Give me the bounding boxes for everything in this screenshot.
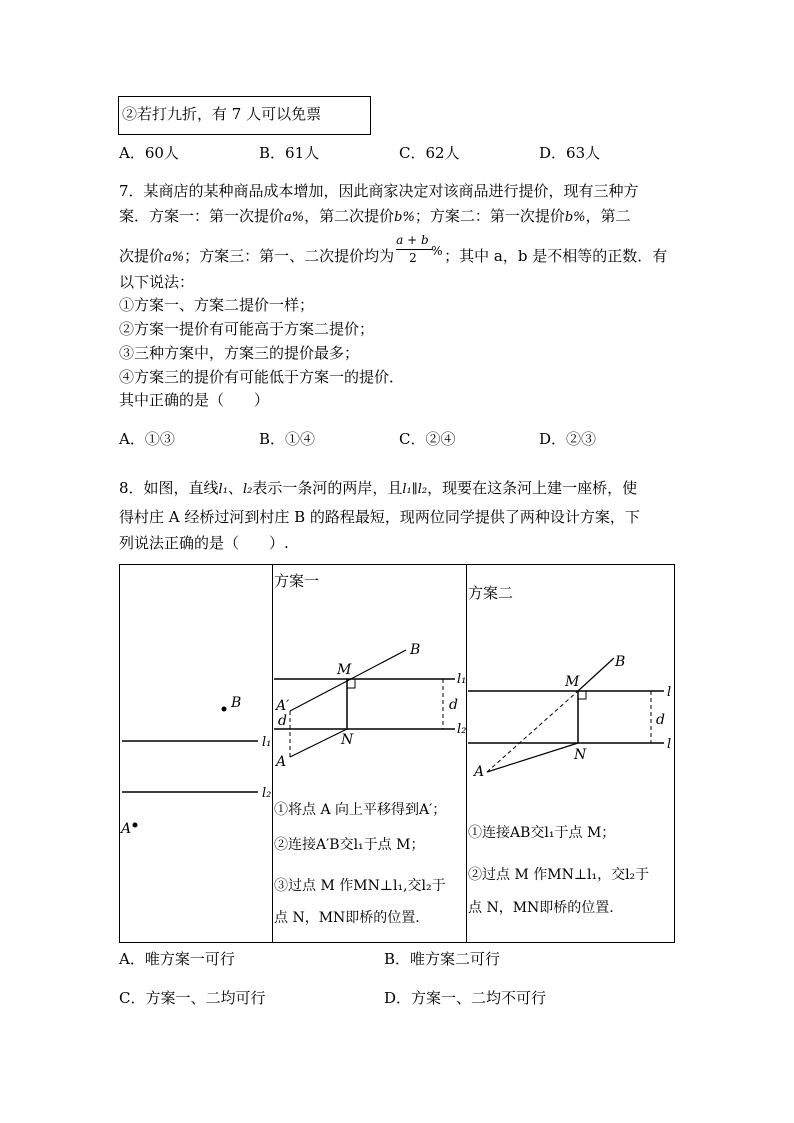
q7-text: ；方案三：第一、二次提价均为	[184, 247, 395, 265]
plan1-label-d-right: d	[449, 697, 458, 713]
q8-math-l1: l₁	[218, 482, 228, 497]
plan1-step-2: ②连接A′B交l₁于点 M；	[274, 837, 425, 853]
q8-math-parallel: l₁∥l₂	[402, 482, 428, 497]
plan2-line-an	[487, 743, 578, 772]
plan2-step-1: ①连接AB交l₁于点 M；	[468, 825, 616, 841]
q7-text: ；其中 a，b 是不相等的正数．有	[444, 247, 668, 265]
q7-option-d[interactable]: D．②③	[539, 430, 597, 448]
plan1-label-m: M	[337, 662, 352, 678]
plan2-line-mb	[578, 658, 614, 691]
plan1-title: 方案一	[274, 572, 320, 590]
q7-text: ，第二	[585, 207, 631, 225]
plan2-label-n: N	[574, 747, 587, 763]
q7-statement-1: ①方案一、方案二提价一样；	[119, 296, 315, 314]
q7-option-a[interactable]: A．①③	[119, 430, 175, 448]
q6-option-a[interactable]: A．60人	[119, 144, 179, 162]
q7-text: ；方案二：第一次提价	[414, 207, 565, 225]
q7-line-4: 以下说法：	[119, 273, 195, 291]
q7-statement-3: ③三种方案中，方案三的提价最多；	[119, 344, 360, 362]
q7-math-b: b%	[394, 210, 415, 225]
plan1-label-b: B	[410, 642, 421, 658]
plan2-title: 方案二	[468, 584, 514, 602]
q7-option-c[interactable]: C．②④	[399, 430, 456, 448]
left-label-b: B	[231, 695, 242, 711]
plan2-label-b: B	[615, 654, 626, 670]
plan2-step-2: ②过点 M 作MN⊥l₁，交l₂于	[468, 867, 650, 883]
q8-option-b[interactable]: B．唯方案二可行	[384, 950, 501, 968]
q7-fraction-denominator: 2	[409, 251, 417, 265]
point-a-dot	[133, 823, 138, 828]
q8-option-c[interactable]: C．方案一、二均可行	[119, 989, 266, 1007]
plan2-label-l2: l	[667, 737, 672, 752]
q8-text: ，现要在这条河上建一座桥，使	[427, 479, 638, 497]
q7-fraction-percent: %	[431, 244, 443, 258]
plan1-line-a1b	[290, 650, 406, 711]
plan1-line-an	[290, 729, 347, 757]
q8-math-l2: l₂	[242, 482, 253, 497]
q7-question: 其中正确的是（ ）	[119, 391, 270, 409]
q7-math-b: b%	[564, 210, 586, 225]
point-b-dot	[222, 707, 227, 712]
q7-text: 案．方案一：第一次提价	[119, 207, 285, 225]
q7-math-a: a%	[284, 210, 305, 225]
q7-statement-4: ④方案三的提价有可能低于方案一的提价．	[119, 368, 405, 386]
left-label-l1: l₁	[262, 735, 272, 750]
plan1-label-l2: l₂	[457, 722, 467, 737]
q7-text: ，第二次提价	[304, 207, 395, 225]
q7-option-b[interactable]: B．①④	[259, 430, 316, 448]
q7-line-1: 7．某商店的某种商品成本增加，因此商家决定对该商品进行提价，现有三种方	[119, 182, 639, 200]
q8-line-3: 列说法正确的是（ ）.	[119, 534, 289, 552]
plan2-label-m: M	[565, 674, 580, 690]
q7-statement-2: ②方案一提价有可能高于方案二提价；	[119, 320, 375, 338]
q7-text: 次提价	[119, 247, 165, 265]
q8-text: 8．如图，直线	[119, 479, 219, 497]
q8-option-d[interactable]: D．方案一、二均不可行	[384, 989, 547, 1007]
plan2-dashed-am	[487, 691, 578, 772]
q6-option-b[interactable]: B．61人	[259, 144, 320, 162]
q8-line-2: 得村庄 A 经桥过河到村庄 B 的路程最短，现两位同学提供了两种设计方案，下	[119, 508, 640, 526]
q7-math-a: a%	[164, 250, 185, 265]
q6-statement: ②若打九折，有 7 人可以免票	[122, 105, 322, 123]
plan1-label-a-prime: A′	[276, 698, 290, 714]
plan1-label-l1: l₁	[457, 672, 467, 687]
q7-fraction-numerator: a + b	[396, 233, 429, 247]
plan2-step-3: 点 N，MN即桥的位置.	[468, 900, 614, 916]
plan1-label-d-left: d	[278, 713, 287, 729]
plan1-step-1: ①将点 A 向上平移得到A′；	[274, 802, 447, 818]
q8-text: 、	[227, 479, 243, 497]
q8-text: 表示一条河的两岸，且	[252, 479, 403, 497]
left-label-l2: l₂	[262, 786, 272, 801]
plan1-label-a: A	[276, 754, 287, 770]
left-label-a: A	[121, 821, 132, 837]
plan2-label-a: A	[474, 764, 485, 780]
q6-option-c[interactable]: C．62人	[399, 144, 460, 162]
plan2-label-l1: l	[667, 685, 672, 700]
plan2-label-d: d	[656, 712, 665, 728]
plan1-label-n: N	[341, 732, 354, 748]
q6-option-d[interactable]: D．63人	[539, 144, 601, 162]
q8-option-a[interactable]: A．唯方案一可行	[119, 950, 235, 968]
plan1-step-4: 点 N，MN即桥的位置.	[274, 910, 420, 926]
plan1-step-3: ③过点 M 作MN⊥l₁,交l₂于	[274, 878, 446, 894]
plan2-right-angle	[578, 691, 586, 699]
